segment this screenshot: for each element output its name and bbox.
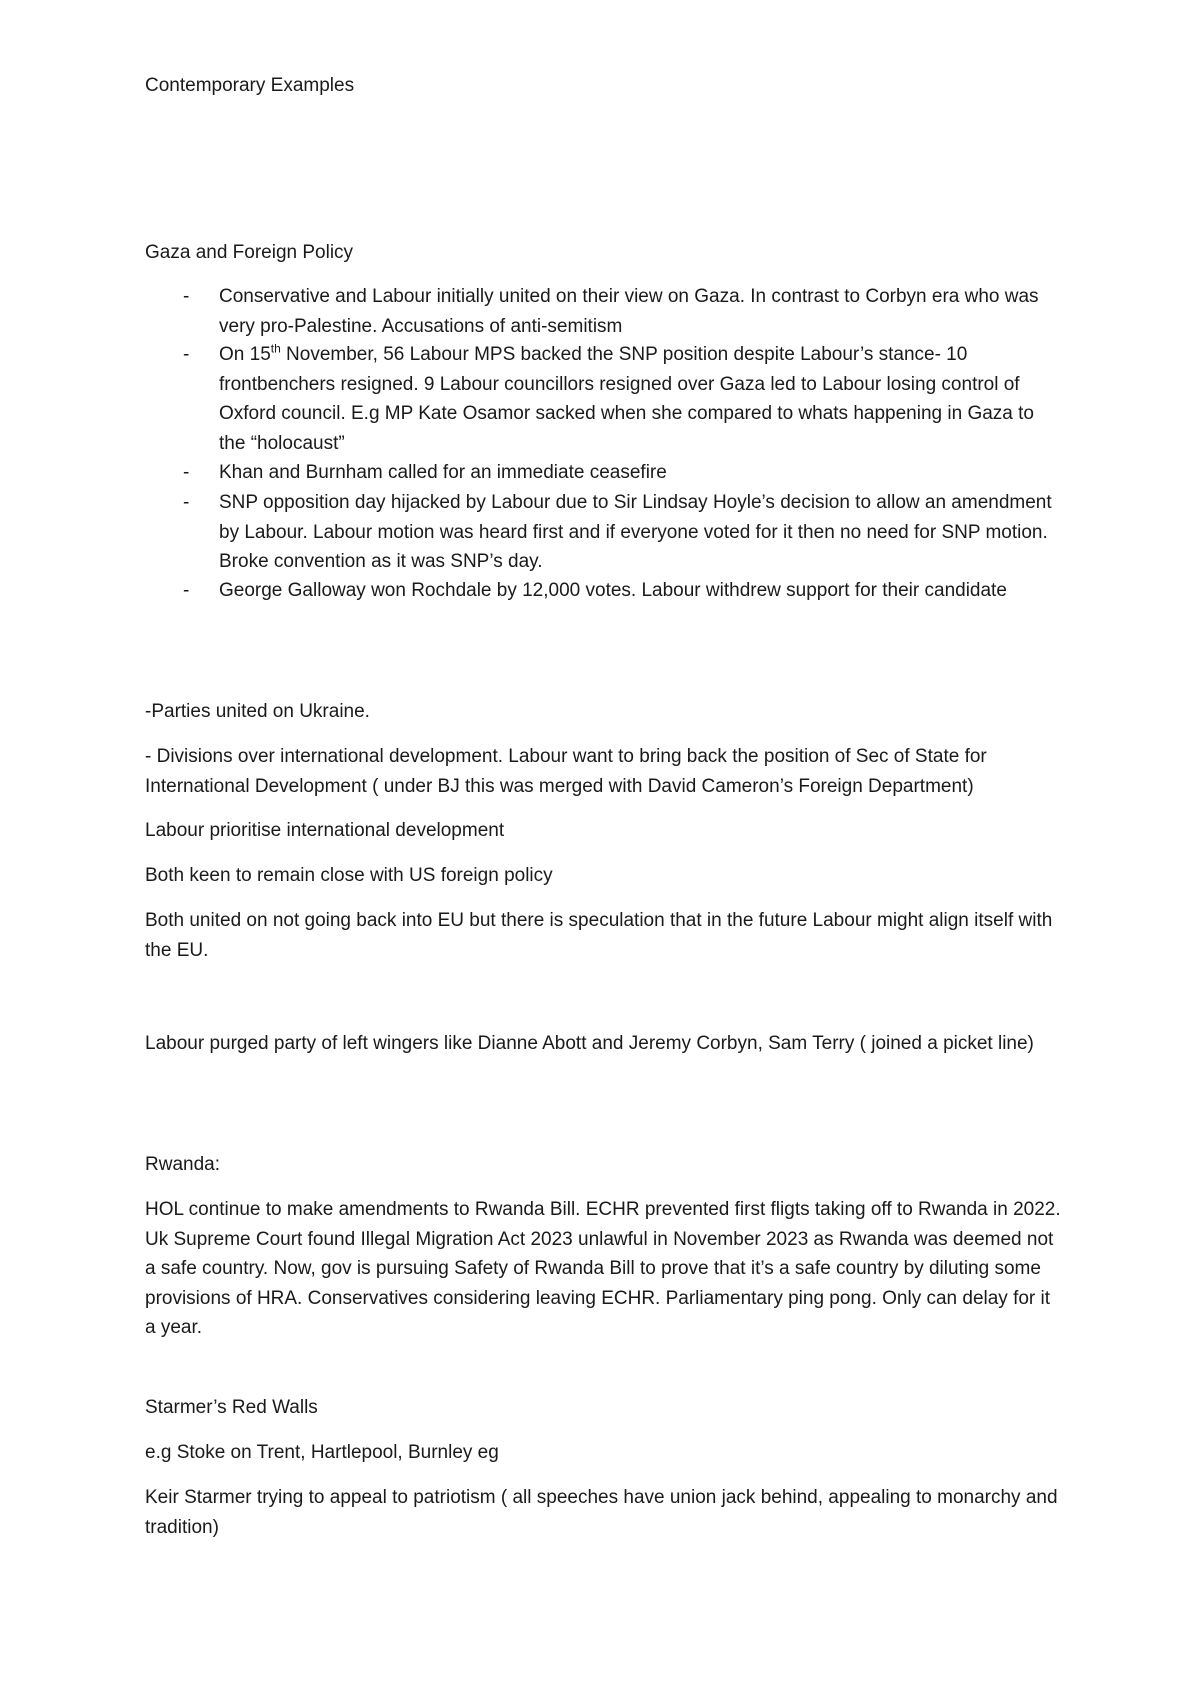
- bullet-text: Conservative and Labour initially united on their view on Gaza. In contrast to Corbyn era who was very pro-Palestine. Accusations of anti-semitism: [219, 286, 1039, 337]
- ordinal-suffix: th: [270, 341, 281, 356]
- bullet-text: Khan and Burnham called for an immediate ceasefire: [219, 462, 667, 483]
- rwanda-heading: Rwanda:: [145, 1154, 220, 1175]
- ukraine-note: -Parties united on Ukraine.: [145, 701, 370, 722]
- red-walls-heading: Starmer’s Red Walls: [145, 1397, 318, 1418]
- gaza-heading: Gaza and Foreign Policy: [145, 242, 354, 263]
- document-page: [145, 0, 1065, 1696]
- us-policy-note: Both keen to remain close with US foreign policy: [145, 865, 553, 886]
- rwanda-text: HOL continue to make amendments to Rwanda Bill. ECHR prevented first fligts taking off to Rwanda in 2022. Uk Supreme Court found Illegal Migration Act 2023 unlawful in November 2023 as Rwanda was deemed not a safe country. Now, gov is pursuing Safety of Rwanda Bill to prove that it’s a safe country by diluting some provisions of HRA. Conservatives considering leaving ECHR. Parliamentary ping pong. Only can delay for it a year.: [145, 1199, 1061, 1338]
- eu-note: Both united on not going back into EU but there is speculation that in the future Labour might align itself with the EU.: [145, 910, 1053, 961]
- bullet-dash: -: [183, 344, 190, 365]
- bullet-text-pre: On 15: [219, 344, 271, 365]
- bullet-dash: -: [183, 580, 190, 601]
- purge-note: Labour purged party of left wingers like Dianne Abott and Jeremy Corbyn, Sam Terry ( joined a picket line): [145, 1033, 1034, 1054]
- bullet-dash: -: [183, 462, 190, 483]
- bullet-text-post: November, 56 Labour MPS backed the SNP position despite Labour’s stance- 10 frontbenchers resigned. 9 Labour councillors resigned over Gaza led to Labour losing control of Oxford council. E.g MP Kate Osamor sacked when she compared to whats happening in Gaza to the “holocaust”: [219, 344, 1034, 454]
- development-note: - Divisions over international development. Labour want to bring back the position of Sec of State for International Development ( under BJ this was merged with David Cameron’s Foreign Department): [145, 746, 987, 797]
- prioritise-note: Labour prioritise international development: [145, 820, 505, 841]
- bullet-text: SNP opposition day hijacked by Labour due to Sir Lindsay Hoyle’s decision to allow an amendment by Labour. Labour motion was heard first and if everyone voted for it then no need for SNP motion. Broke convention as it was SNP’s day.: [219, 492, 1052, 572]
- bullet-text: George Galloway won Rochdale by 12,000 votes. Labour withdrew support for their candidate: [219, 580, 1007, 601]
- red-walls-examples: e.g Stoke on Trent, Hartlepool, Burnley eg: [145, 1442, 499, 1463]
- patriotism-note: Keir Starmer trying to appeal to patriotism ( all speeches have union jack behind, appealing to monarchy and tradition): [145, 1487, 1058, 1538]
- bullet-text: [219, 340, 1065, 458]
- document-title: Contemporary Examples: [145, 75, 355, 96]
- bullet-dash: -: [183, 492, 190, 513]
- bullet-dash: -: [183, 286, 190, 307]
